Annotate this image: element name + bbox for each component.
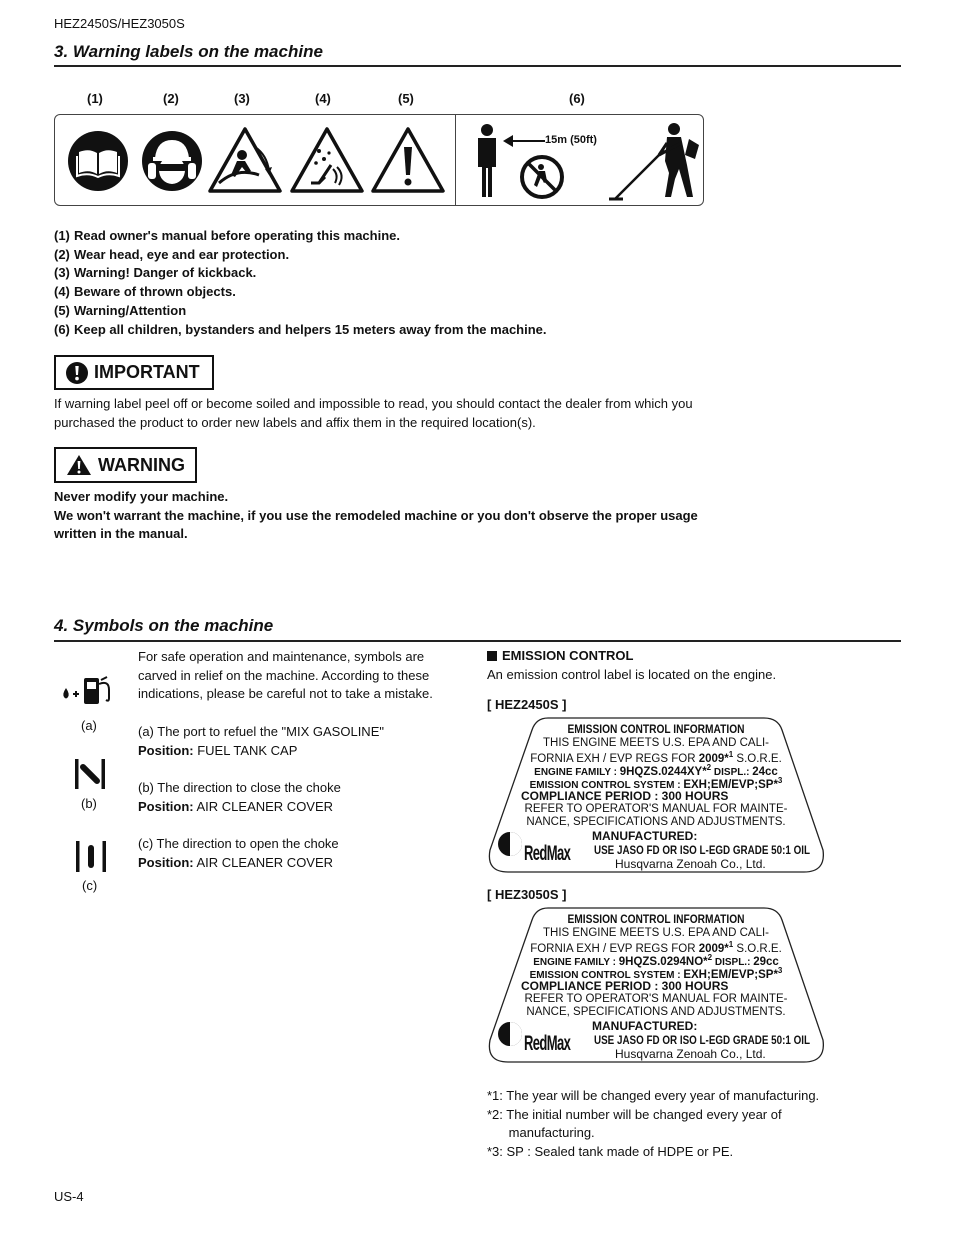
- warning-label-strip: [54, 114, 704, 206]
- symbol-caption-c: (c): [82, 878, 98, 893]
- emission-model-hez3050s: [ HEZ3050S ]: [487, 887, 567, 902]
- read-manual-icon: [67, 130, 129, 192]
- list-item: (1) Read owner's manual before operating this machine.: [54, 228, 400, 243]
- square-bullet-icon: [487, 651, 497, 661]
- important-callout: [54, 355, 214, 390]
- footnotes: *1: The year will be changed every year of manufacturing. *2: The initial number will be changed every year of manufacturing. *3: SP : Sealed tank made of HDPE or PE.: [487, 1088, 820, 1160]
- list-item: (2) Wear head, eye and ear protection.: [54, 247, 290, 262]
- label-number-3: (3): [234, 91, 250, 106]
- model-header: HEZ2450S/HEZ3050S: [54, 16, 185, 31]
- important-text: If warning label peel off or become soiled and impossible to read, you should contact the dealer from which you purchased the product to order new labels and affix them in the required location(s).: [54, 396, 693, 430]
- list-item: (5) Warning/Attention: [54, 303, 187, 318]
- emission-model-hez2450s: [ HEZ2450S ]: [487, 697, 567, 712]
- warning-callout: [54, 447, 197, 483]
- section-3-title: 3. Warning labels on the machine: [54, 42, 323, 61]
- emission-subtext: An emission control label is located on the engine.: [487, 667, 777, 682]
- redmax-brand: RedMax: [524, 842, 571, 865]
- symbol-caption-a: (a): [81, 718, 97, 733]
- list-item: (3) Warning! Danger of kickback.: [54, 265, 257, 280]
- list-item: (4) Beware of thrown objects.: [54, 284, 236, 299]
- redmax-brand: RedMax: [524, 1032, 571, 1055]
- symbol-desc-c: (c) The direction to open the choke Position: AIR CLEANER COVER: [138, 836, 339, 870]
- section-4-title: 4. Symbols on the machine: [54, 616, 274, 635]
- attention-warning-icon: [370, 125, 446, 195]
- choke-open-symbol-icon: [73, 840, 109, 873]
- symbol-caption-b: (b): [81, 796, 97, 811]
- symbol-desc-b: (b) The direction to close the choke Position: AIR CLEANER COVER: [138, 780, 341, 814]
- exclamation-circle-icon: [66, 362, 88, 384]
- important-label: IMPORTANT: [94, 362, 200, 382]
- list-item: (6) Keep all children, bystanders and helpers 15 meters away from the machine.: [54, 322, 547, 337]
- symbols-intro: For safe operation and maintenance, symbols are carved in relief on the machine. According to these indications, please be careful not to take a mistake.: [138, 649, 433, 701]
- choke-close-symbol-icon: [72, 758, 108, 790]
- distance-text: 15m (50ft): [545, 134, 597, 146]
- label-number-6: (6): [569, 91, 585, 106]
- kickback-warning-icon: [207, 125, 283, 195]
- thrown-objects-icon: [289, 125, 365, 195]
- symbol-desc-a: (a) The port to refuel the "MIX GASOLINE" Position: FUEL TANK CAP: [138, 724, 384, 758]
- warning-label: WARNING: [98, 454, 185, 475]
- label-divider: [455, 115, 456, 205]
- emission-heading: EMISSION CONTROL: [487, 648, 633, 663]
- head-eye-ear-protection-icon: [141, 130, 203, 192]
- warning-text: Never modify your machine. We won't warrant the machine, if you use the remodeled machine or you don't observe the proper usage written in the manual.: [54, 489, 698, 541]
- label-number-4: (4): [315, 91, 331, 106]
- label-number-5: (5): [398, 91, 414, 106]
- section-4-rule: [54, 640, 901, 642]
- page-number: US-4: [54, 1189, 84, 1204]
- warning-triangle-icon: [66, 454, 92, 476]
- redmax-logo-icon: [498, 830, 522, 858]
- fuel-mix-symbol-icon: [60, 674, 116, 706]
- emission-label-hez3050s: EMISSION CONTROL INFORMATION THIS ENGINE MEETS U.S. EPA AND CALI- FORNIA EXH / EVP REGS FOR 2009*$^1$ S.O.R.E. ENGINE FAMILY : 9HQZS.0294NO*$^2$ DISPL.: 29cc EMISSION CONTROL SYSTEM : EXH;EM/EVP;SP*$^3$ COMPLIANCE PERIOD : 300 HOURS REFER TO OPERATOR'S MANUAL FOR MAINTE- NANCE, SPECIFICATIONS AND ADJUSTMENTS. RedMax MANUFACTURED: USE JASO FD OR ISO L-EGD GRADE 50:1 OIL Husqvarna Zenoah Co., Ltd.: [488, 906, 824, 1064]
- emission-label-hez2450s: EMISSION CONTROL INFORMATION THIS ENGINE MEETS U.S. EPA AND CALI- FORNIA EXH / EVP REGS FOR 2009*$^1$ S.O.R.E. ENGINE FAMILY : 9HQZS.0244XY*$^2$ DISPL.: 24cc EMISSION CONTROL SYSTEM : EXH;EM/EVP;SP*$^3$ COMPLIANCE PERIOD : 300 HOURS REFER TO OPERATOR'S MANUAL FOR MAINTE- NANCE, SPECIFICATIONS AND ADJUSTMENTS. RedMax MANUFACTURED: USE JASO FD OR ISO L-EGD GRADE 50:1 OIL Husqvarna Zenoah Co., Ltd.: [488, 716, 824, 874]
- label-number-1: (1): [87, 91, 103, 106]
- label-number-2: (2): [163, 91, 179, 106]
- redmax-logo-icon: [498, 1020, 522, 1048]
- section-3-rule: [54, 65, 901, 67]
